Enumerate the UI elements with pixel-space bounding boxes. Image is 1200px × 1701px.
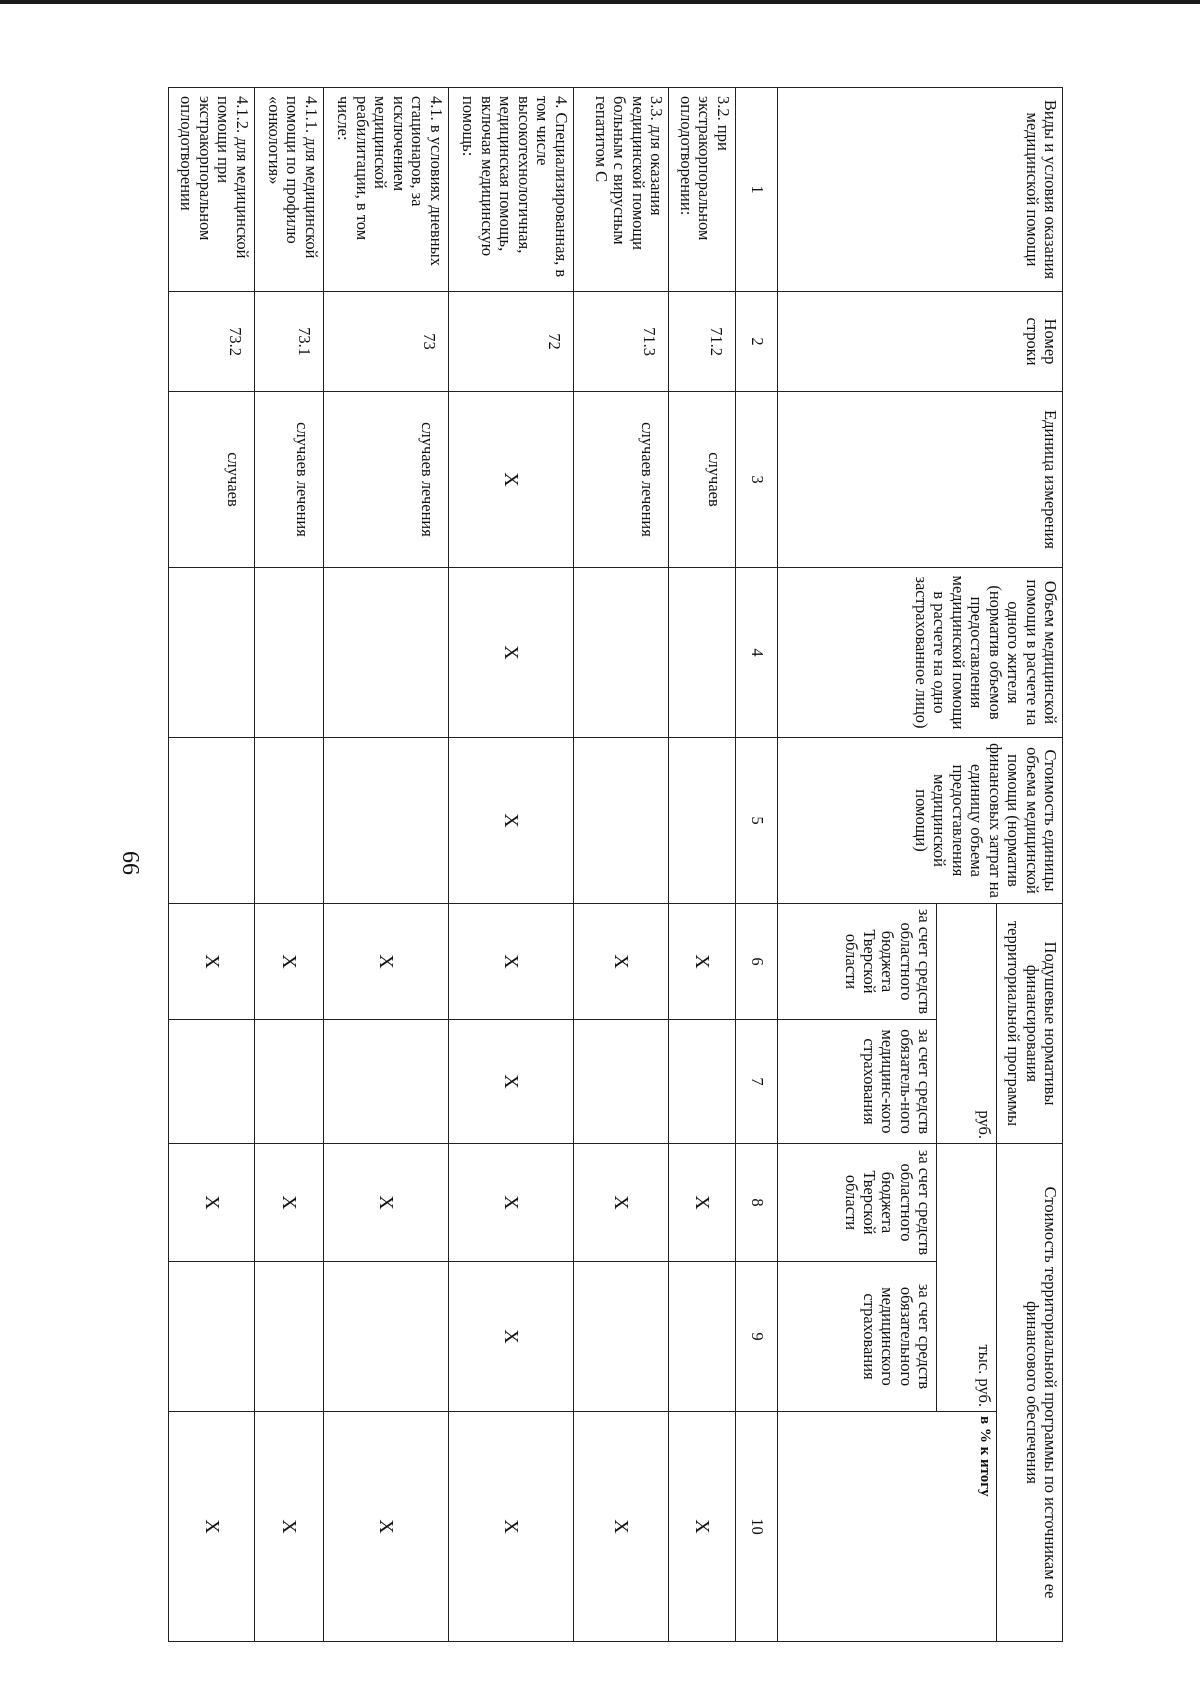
row-code: 72	[448, 292, 573, 392]
row-label: 4.1.1. для медицинской помощи по профилю «онкология»	[254, 88, 323, 292]
row-label: 4.1.2. для медицинской помощи при экстракорпоральном оплодотворении	[169, 88, 255, 292]
header-col8: за счет средств областного бюджета Тверской области	[778, 1144, 937, 1262]
row-col7	[169, 1020, 255, 1144]
column-number: 2	[735, 292, 777, 392]
row-col7	[573, 1020, 668, 1144]
row-col6: X	[254, 904, 323, 1020]
row-col10: X	[573, 1412, 668, 1642]
table-row	[169, 88, 255, 1642]
header-rub: руб.	[937, 904, 996, 1144]
row-col9	[169, 1262, 255, 1412]
row-col9	[254, 1262, 323, 1412]
row-unit: случаев лечения	[323, 392, 448, 568]
row-col8: X	[573, 1144, 668, 1262]
header-col7: за счет средств обязатель-ного медицинс-кого страхования	[778, 1020, 937, 1144]
header-types-conditions: Виды и условия оказания медицинской помощи	[778, 88, 1063, 292]
row-col9	[669, 1262, 736, 1412]
table-row	[323, 88, 448, 1642]
header-program-cost-group: Стоимость территориальной программы по источникам ее финансового обеспечения	[996, 1144, 1062, 1642]
row-code: 71.3	[573, 292, 668, 392]
row-col6: X	[323, 904, 448, 1020]
row-label: 3.3. для оказания медицинской помощи больным с вирусным гепатитом С	[573, 88, 668, 292]
row-col7: X	[448, 1020, 573, 1144]
column-number: 9	[735, 1262, 777, 1412]
header-percent-total: в % к итогу	[778, 1412, 996, 1642]
row-col10: X	[254, 1412, 323, 1642]
financing-table	[168, 87, 1063, 1642]
row-volume	[669, 568, 736, 738]
row-label: 4.1. в условиях дневных стационаров, за исключением медицинской реабилитации, в том числе:	[323, 88, 448, 292]
row-col6: X	[573, 904, 668, 1020]
row-code: 73.2	[169, 292, 255, 392]
row-code: 73.1	[254, 292, 323, 392]
header-col6: за счет средств областного бюджета Тверской области	[778, 904, 937, 1020]
row-unit-cost	[573, 738, 668, 904]
header-row-number: Номер строки	[778, 292, 1063, 392]
row-col10: X	[669, 1412, 736, 1642]
table-row	[669, 88, 736, 1642]
header-col9: за счет средств обязательного медицинского страхования	[778, 1262, 937, 1412]
row-unit-cost: X	[448, 738, 573, 904]
row-col10: X	[448, 1412, 573, 1642]
row-code: 73	[323, 292, 448, 392]
column-number: 8	[735, 1144, 777, 1262]
header-unit-cost: Стоимость единицы объема медицинской помощи (норматив финансовых затрат на единицу объема предоставления медицинской помощи)	[778, 738, 1063, 904]
row-col7	[669, 1020, 736, 1144]
row-label: 4. Специализированная, в том числе высокотехнологичная, медицинская помощь, включая медицинскую помощь:	[448, 88, 573, 292]
row-unit: случаев	[169, 392, 255, 568]
rotated-table-sheet	[168, 87, 1063, 1641]
row-volume	[169, 568, 255, 738]
row-col8: X	[448, 1144, 573, 1262]
row-unit-cost	[254, 738, 323, 904]
header-thous-rub: тыс. руб.	[937, 1144, 996, 1412]
row-volume	[573, 568, 668, 738]
column-number: 4	[735, 568, 777, 738]
row-col6: X	[448, 904, 573, 1020]
row-volume: X	[448, 568, 573, 738]
row-col9	[323, 1262, 448, 1412]
row-col10: X	[169, 1412, 255, 1642]
row-col8: X	[169, 1144, 255, 1262]
row-volume	[323, 568, 448, 738]
column-number: 1	[735, 88, 777, 292]
row-volume	[254, 568, 323, 738]
column-number: 6	[735, 904, 777, 1020]
row-unit: X	[448, 392, 573, 568]
row-unit-cost	[169, 738, 255, 904]
row-col7	[254, 1020, 323, 1144]
row-col6: X	[669, 904, 736, 1020]
header-per-capita-group: Подушевые нормативы финансирования территориальной программы	[996, 904, 1062, 1144]
row-unit: случаев лечения	[573, 392, 668, 568]
row-col7	[323, 1020, 448, 1144]
row-unit-cost	[669, 738, 736, 904]
row-col8: X	[254, 1144, 323, 1262]
row-unit: случаев лечения	[254, 392, 323, 568]
table-row	[254, 88, 323, 1642]
header-unit: Единица измерения	[778, 392, 1063, 568]
row-col8: X	[669, 1144, 736, 1262]
row-col10: X	[323, 1412, 448, 1642]
page-number: 66	[117, 851, 143, 875]
row-code: 71.2	[669, 292, 736, 392]
column-number: 7	[735, 1020, 777, 1144]
row-unit: случаев	[669, 392, 736, 568]
row-unit-cost	[323, 738, 448, 904]
row-col8: X	[323, 1144, 448, 1262]
column-number: 10	[735, 1412, 777, 1642]
table-row	[448, 88, 573, 1642]
column-number: 3	[735, 392, 777, 568]
row-col6: X	[169, 904, 255, 1020]
row-col9	[573, 1262, 668, 1412]
column-number: 5	[735, 738, 777, 904]
header-volume: Объем медицинской помощи в расчете на одного жителя (норматив объемов предоставления медицинской помощи в расчете на одно застрахованное лицо)	[778, 568, 1063, 738]
column-number-row	[735, 88, 777, 1642]
row-label: 3.2. при экстракорпоральном оплодотворении:	[669, 88, 736, 292]
row-col9: X	[448, 1262, 573, 1412]
table-row	[573, 88, 668, 1642]
top-border-line	[0, 0, 1200, 4]
